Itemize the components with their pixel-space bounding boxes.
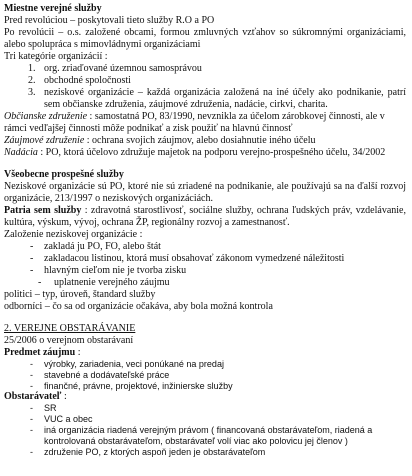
list-item-text: zakladacou listinou, ktorá musí obsahovať zákonom vymedzené náležitosti [44,253,345,264]
list-item [4,381,406,392]
term: Občianske združenie [4,111,88,122]
definition-interest-association [4,135,406,147]
list-item [4,447,406,458]
list-item-text: obchodné spoločnosti [44,75,131,86]
list-item-text: zakladá ju PO, FO, alebo štát [44,241,161,252]
definition-text: : ochrana svojich záujmov, alebo dosiahnutie iného účelu [84,135,316,146]
list-dash: - [30,424,33,435]
definition-text: : PO, ktorá účelovo združuje majetok na podporu verejno-prospešného účelu, 34/2002 [37,147,386,158]
term: Obstarávateľ [4,391,62,403]
section-heading-public-benefit-services: Všeobecne prospešné služby [4,169,124,180]
paragraph-nonprofit: Neziskové organizácie sú PO, ktoré nie sú zriadené na podnikanie, ale používajú sa na ďalší rozvoj organizácie, 213/1997 o neziskových organizáciách. [4,181,406,204]
subject-label: Predmet záujmu : [4,347,81,358]
list-item-text: VUC a obec [44,414,93,425]
list-number: 1. [28,63,36,74]
list-dash: - [30,380,33,391]
section-heading-public-procurement: 2. VEREJNE OBSTARÁVANIE [4,323,136,334]
list-item [4,253,406,265]
list-dash: - [30,446,33,457]
definition-text: : zdravotná starostlivosť, sociálne služby, ochrana ľudských práv, vzdelávanie, kultúra, výskum, vývoj, ochrana ŽP, regionálny rozvoj a zamestnanosť. [4,205,406,228]
list-item [4,241,406,253]
list-item [4,63,406,75]
term: Záujmové združenie [4,135,85,146]
list-dash: - [38,277,42,288]
list-item-text: neziskové organizácie – každá organizácia založená na iné účely ako podnikanie, patrí sem občianske združenia, záujmové združenia, nadácie, cirkvi, charita. [44,87,406,110]
list-item-text: stavebné a dodávateľské práce [44,369,170,380]
list-number: 2. [28,75,36,86]
definition-text: : samostatná PO, 83/1990, nevznikla za účelom zárobkovej činnosti, ale v rámci vedľajšej činnosti môže podnikať a zisk použiť na hlavnú činnosť [4,111,385,134]
paragraph-after-revolution: Po revolúcii – o.s. založené obcami, formou zmluvných vzťahov so súkromnými organizáciami, alebo spolupráca s mimovládnymi organizáciami [4,27,406,50]
founding-label: Založenie neziskovej organizácie : [4,229,143,240]
list-item [4,370,406,381]
categories-label: Tri kategórie organizácií : [4,51,108,62]
list-dash: - [30,403,33,414]
list-dash: - [30,241,34,252]
list-item [4,75,406,87]
definition-civic-association [4,111,406,135]
list-item-text: SR [44,403,57,414]
list-item-text: uplatnenie verejného záujmu [54,277,170,288]
politicians-line: politici – typ, úroveň, štandard služby [4,289,156,300]
list-item [4,359,406,370]
procurement-law-line: 25/2006 o verejnom obstarávaní [4,335,134,346]
list-dash: - [30,414,33,425]
list-item [4,414,406,425]
list-item-text: výrobky, zariadenia, veci ponúkané na predaj [44,359,224,369]
list-item [4,265,406,277]
experts-line: odborníci – čo sa od organizácie očakáva, aby bola možná kontrola [4,301,273,312]
list-dash: - [30,253,34,264]
list-item-text: iná organizácia riadená verejným právom ( financovaná obstarávateľom, riadená a kontrolovaná obstarávateľom, obstarávateľ volí viac ako polovicu jej členov ) [44,424,373,446]
paragraph-before-revolution: Pred revolúciou – poskytovali tieto služby R.O a PO [4,15,215,26]
list-item-text: org. zriaďované územnou samosprávou [44,63,202,74]
list-item [4,87,406,111]
term: Nadácia [4,147,38,158]
list-item [4,277,406,289]
list-item-text: finančné, právne, projektové, inžinierske služby [44,380,233,391]
list-dash: - [30,369,33,380]
section-heading-local-services: Miestne verejné služby [4,3,102,14]
list-dash: - [30,359,33,369]
list-item [4,403,406,414]
procurer-label: Obstarávateľ : [4,391,67,403]
paragraph-services [4,205,406,229]
list-dash: - [30,265,34,276]
term: Predmet záujmu [4,347,76,358]
list-item-text: združenie PO, z ktorých aspoň jeden je obstarávateľom [44,446,266,457]
definition-foundation [4,147,406,159]
list-item-text: hlavným cieľom nie je tvorba zisku [44,265,187,276]
list-number: 3. [28,87,36,98]
list-item [4,425,406,447]
term: Patria sem služby [4,205,82,216]
